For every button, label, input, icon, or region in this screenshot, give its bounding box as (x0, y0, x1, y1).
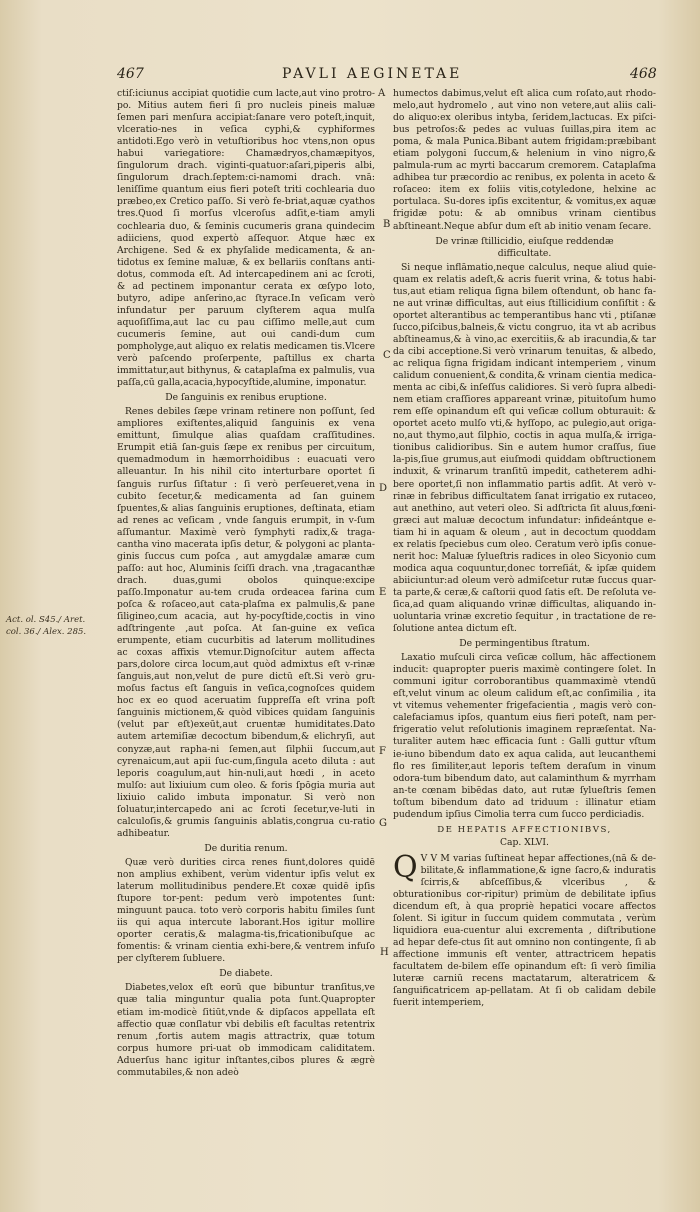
chapter-heading: DE HEPATIS AFFECTIONIBVS, (437, 824, 612, 835)
left-text-column (117, 88, 375, 1078)
section-heading: De ſanguinis ex renibus eruptione. (165, 392, 327, 404)
section-heading: De diabete. (219, 968, 273, 980)
margin-letter-b: B (383, 219, 391, 230)
margin-letter-a: A (378, 88, 386, 99)
paragraph (393, 849, 656, 1010)
margin-letter-f: F (379, 746, 386, 757)
margin-letter-e: E (379, 587, 387, 598)
section-heading-line-2: difficultate. (497, 247, 552, 259)
margin-letter-g: G (379, 818, 387, 829)
section-heading-line-1: De vrinæ ſtillicidio, eiuſque reddendæ (435, 235, 614, 247)
paragraph: Diabetes,velox eſt eorū que bibuntur tranſitus,ve quæ talia minguntur qualia pota ſunt.Quapropter etiam im-modicè ſitiūt,vnde & dipſacos appellata eſt affectio quæ conſlatur vbi debilis eſt facultas retentrix renum ,fortis autem magis attractrix, quæ totum corpus humore pri-uat ob immodicam caliditatem. Aduerſus hanc igitur inſtantes,cibos plures & ægrè commutabiles,& non adeò (117, 982, 375, 1078)
paragraph: Renes debiles ſæpe vrinam retinere non poſſunt, ſed ampliores exiſtentes,aliquid ſanguinis ex vena emittunt, ſimulque alias quaſdam craſſitudines. Erumpit etiā ſan-guis ſæpe ex renibus per circuitum, quemadmodum in hæmorrhoidibus : euacuati vero alleuantur. In his nihil cito interturbare oportet ſi ſanguis rurſus ſiſtatur : ſi verò perſeueret,vena in cubito ſecetur,& medicamenta ad ſan guinem ſpuentes,& alias ſanguinis eruptiones, deſtinata, etiam ad renes ac veſicam , vnde ſanguis erumpit, in v-ſum aſſumantur. Maximè verò ſymphyti radix,& traga-cantha vino macerata ipſis detur, & polygoni ac planta-ginis ſuccus cum poſca , aut amygdalæ amaræ cum paſſo: aut hoc, Aluminis ſciſſi drach. vna ,tragacanthæ drach. duas,gumi obolos quinque:excipe paſſo.Imponatur au-tem cruda ordeacea farina cum poſca & roſaceo,aut cata-plaſma ex palmulis,& pane ſiligineo,cum acacia, aut hy-pocyſtide,coctis in vino adſtringente ,aut poſca. At ſan-guine ex veſica erumpente, etiam cucurbitis ad laterum mollitudines ac coxas affixis vtemur.Dignoſcitur autem affecta pars,dolore circa locum,aut quòd admixtus eſt v-rinæ ſanguis,aut non,velut de pure dictū eſt.Si verò gru-moſus factus eſt ſanguis in veſica,cognoſces quidem hoc ex eo quod aceruatim ſuppreſſa eſt vrina poſt ſanguinis mictionem,& quòd vibices quidam ſanguinis (velut par eſt)exeūt,aut cruentæ humiditates.Dato autem artemiſiæ decoctum bibendum,& elichryſi, aut conyzæ,aut rapha-ni ſemen,aut ſilphii ſuccum,aut cyrenaicum,aut apii ſuc-cum,ſingula aceto diluta : aut leporis coagulum,aut hin-nuli,aut hœdi , in aceto mulſo: aut lixiuium cum oleo. & foris ſpōgia muria aut lixiuio calido imbuta imponatur. Si verò non ſoluatur,intercapedo ani ac ſcroti ſecetur,ve-luti in calculoſis,& grumis ſanguinis ablatis,congrua cu-ratio adhibeatur. (117, 406, 375, 839)
right-page-number: 468 (630, 66, 657, 82)
margin-letter-d: D (379, 483, 388, 494)
section-heading: De duritia renum. (204, 842, 288, 854)
paragraph: humectos dabimus,velut eſt alica cum roſato,aut rhodo-melo,aut hydromelo , aut vino non vetere,aut aliis cali-do aliquo:ex oleribus intyba, ſeridem,lactucas. Ex piſci-bus petroſos:& pedes ac vuluas ſuillas,pira item ac poma, & mala Punica.Bibant autem frigidam:præbibant etiam polygoni ſuccum,& helenium in vino nigro,& palmula-rum ac myrti baccarum cremorem. Cataplaſma adhibea tur præcordio ac renibus, ex polenta in aceto & roſaceo: item ex foliis vitis,cotyledone, helxine ac portulaca. Su-dores ipſis excitentur, & vomitus,ex aquæ frigidæ potu: & ab omnibus vrinam cientibus abſtineant.Neque abſur dum eſt ab initio venam ſecare. (393, 88, 656, 232)
drop-cap: Q (393, 849, 418, 885)
margin-letter-h: H (380, 947, 389, 958)
margin-letter-c: C (383, 350, 391, 361)
chapter-number: Cap. XLVI. (500, 836, 549, 848)
paragraph: Quæ verò durities circa renes fiunt,dolores quidē non amplius exhibent, verùm videntur ipſis velut ex laterum mollitudinibus pendere.Et coxæ quidē ipſis ſtupore tor-pent: pedum verò impotentes ſunt: minguunt pauca. toto verò corporis habitu ſimiles ſunt iis qui aqua intercute laborant.Hos igitur mollire oporter ceratis,& malagma-tis,fricationibuſque ac fomentis: & vrinam cientia exhi-bere,& ventrem infuſo per clyſterem ſubluere. (117, 856, 375, 965)
paragraph-text: V V M varias ſuſtineat hepar affectiones,(nā & de-bilitate,& inflammatione,& igne ſacro,& induratis ſcirris,& abſceſſibus,& vlceribus , & obturationibus cor-ripitur) primùm de debilitate ipſius dicendum eſt, à qua propriè hepatici vocare affectos ſolent. Si igitur in ſuccum quidem commutata , verùm liquidiora eua-cuentur alui excrementa , diſtributione ad hepar defe-ctus ſit aut omnino non contingente, ſi ab affectione immunis eſt venter, attractricem hepatis facultatem de-bilem eſſe opinandum eſt: ſi verò ſimilia luteræ carniū recens mactatarum, alteratricem & ſanguificatricem ap-pellatam. At ſi ob calidam debile fuerit intemperiem, (393, 852, 656, 1009)
margin-note-line-1: Act. ol. S45./ Aret. (6, 615, 86, 625)
margin-note-line-2: col. 36./ Alex. 285. (6, 627, 87, 637)
paragraph: Si neque inflāmatio,neque calculus, neque aliud quie-quam ex relatis adeſt,& acris fuerit vrina, & totus habi-tus,aut etiam reliqua ſigna bilem oſtendunt, ob hanc fa-ne aut vrinæ difficultas, aut eius ſtillicidium conſiſtit : & oportet alterantibus ac temperantibus hanc vti , ptiſanæ ſucco,piſcibus,balneis,& victu congruo, ita vt ab acribus abſtineamus,& à vino,ac exercitiis,& ab iracundia,& tar da cibi acceptione.Si verò vrinarum tenuitas, & albedo, ac reliqua ſigna frigidam indicant intemperiem , vinum calidum conuenient,& condita,& vrinam cientia medica-menta ac cibi,& inſeſſus calidiores. Si verò ſupra albedi-nem etiam craſſiores appareant vrinæ, pituitoſum humo rem eſſe opinandum eſt qui veſicæ collum obturauit: & oportet aceto mulſo vti,& hyſſopo, ac pulegio,aut origa-no,aut thymo,aut ſilphio, coctis in aqua mulſa,& irriga-tionibus calidioribus. Sin e autem humor craſſus, ſiue la-pis,ſiue grumus,aut eiuſmodi quiddam obſtructionem induxit, & vrinarum tranſitū impedit, catheterem adhi-bere oportet,ſi non inflammatio partis adſit. At verò v-rinæ in febribus difficultatem ſanat irrigatio ex rutaceo, aut anethino, aut veteri oleo. Si adſtricta ſit aluus,fœni-græci aut maluæ decoctum infundatur: infideántque e-tiam hi in aquam & oleum , aut in decoctum quoddam ex relatis ſpeciebus cum oleo. Ceratum verò ipſis conue-nerit hoc: Maluæ ſylueſtris radices in oleo Sicyonio cum modica aqua coquuntur,donec torreſiát, & ipſæ quidem abiiciuntur:ad oleum verò admiſcetur rutæ ſuccus quar-ta parte,& ceræ,& caſtorii quod ſatis eſt. De reſoluta ve-ſica,ad quam aliquando vrinæ difficultas, aliquando in-uoluntaria vrinæ excretio ſequitur , in tractatione de re-ſolutione antea dictum eſt. (393, 261, 656, 635)
section-heading: De permingentibus ſtratum. (459, 638, 590, 650)
section-heading (393, 236, 656, 260)
left-page-number: 467 (117, 66, 144, 82)
running-title: PAVLI AEGINETAE (282, 66, 463, 82)
paragraph: Laxatio muſculi circa veſicæ collum, hāc affectionem inducit: quapropter pueris maximè contingere ſolet. In communi igitur corroborantibus quammaximè vtendū eſt,velut vinum ac oleum calidum eſt,ac conſimilia , ita vt vitemus vehementer frigefacientia , magis verò con-calefaciamus ipſos, quantum eius fieri poteſt, nam per-frigeratio velut reſolutionis imaginem repræſentat. Na-turaliter autem hæc efficacia ſunt : Galli guttur vſtum ie-iuno bibendum dato ex aqua calida, aut leucanthemi flo res ſimiliter,aut leporis teſtem deraſum in vinum odora-tum bibendum dato, aut calaminthum & myrrham an-te cœnam bibēdas dato, aut rutæ ſylueſtris ſemen toſtum bibendum dato ad triduum : illinatur etiam pudendum ipſius Cimolia terra cum ſucco perdiciadis. (393, 652, 656, 820)
right-text-column (393, 88, 656, 1009)
handwritten-margin-note (6, 614, 86, 638)
paragraph: ctiſ:iciunus accipiat quotidie cum lacte,aut vino protro-po. Mitius autem fieri ſi pro nucleis pineis maluæ ſemen pari menſura accipiat:ſanare vero poteſt,inquit, vlceratio-nes in veſica cyphi,& cyphiformes antidoti.Ego verò in vetuſtioribus hoc vtens,non opus habui variegatiore: Chamædryos,chamæpityos, ſingulorum drach. viginti-quatuor:aſari,piperis albi, ſingulorum drach.ſeptem:ci-namomi drach. vnā: leniſſime quantum eius fieri poteſt triti cochlearia duo præbeo,ex Cretico paſſo. Si verò fe-briat,aquæ cyathos tres.Quod ſi morſus vlceroſus adſit,e-tiam amyli cochlearia duo, & ſeminis cucumeris grana quindecim adiiciens, quod expertò aſſequor. Atque hæc ex Archigene. Sed & ex phyſalide medicamenta, & an-tidotus ex ſemine maluæ, & ex bellariis conſtans anti-dotus, commoda eſt. Ad intercapedinem ani ac ſcroti, & ad pectinem imponantur cerata ex œſypo loto, butyro, adipe anſerino,ac ſtyrace.In veſicam verò infundatur per paruum clyſterem aqua mulſa aquoſiſſima,aut lac cu pau ciſſimo melle,aut cum cucumeris ſemine, aut oui candi-dum cum pompholyge,aut aliquo ex relatis medicamen tis.Vlcere verò paſcendo proſerpente, paſtillus ex charta immittatur,aut bithynus, & cataplaſma ex palmulis, vua paſſa,cū galla,acacia,hypocyſtide,alumine, imponatur. (117, 88, 375, 389)
